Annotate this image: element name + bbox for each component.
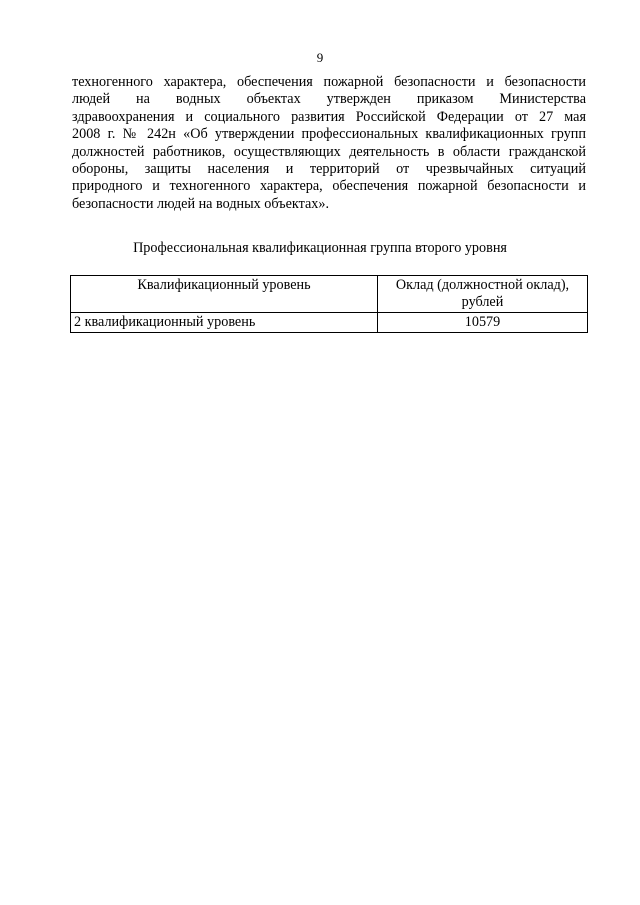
paragraph-line: обороны, защиты населения и территорий от чрезвычайных ситуаций (72, 161, 586, 178)
paragraph-line: 2008 г. № 242н «Об утверждении профессиональных квалификационных групп (72, 126, 586, 143)
group-title: Профессиональная квалификационная группа второго уровня (133, 240, 507, 256)
page-number: 9 (316, 50, 324, 65)
paragraph-line: должностей работников, осуществляющих деятельность в области гражданской (72, 143, 586, 160)
cell-level: 2 квалификационный уровень (71, 313, 378, 333)
paragraph-line: безопасности людей на водных объектах». (72, 195, 330, 212)
header-salary: Оклад (должностной оклад), рублей (378, 276, 588, 313)
salary-table (70, 275, 588, 333)
paragraph-line: техногенного характера, обеспечения пожарной безопасности и безопасности (72, 74, 586, 90)
table-header-row (71, 276, 588, 313)
cell-salary: 10579 (378, 313, 588, 333)
paragraph-line: людей на водных объектах утвержден приказом Министерства (72, 91, 586, 108)
paragraph-line: природного и техногенного характера, обеспечения пожарной безопасности и (72, 178, 586, 195)
body-paragraph (72, 74, 586, 213)
table-row (71, 313, 588, 333)
header-level: Квалификационный уровень (71, 276, 378, 313)
paragraph-line: здравоохранения и социального развития Российской Федерации от 27 мая (72, 108, 586, 125)
